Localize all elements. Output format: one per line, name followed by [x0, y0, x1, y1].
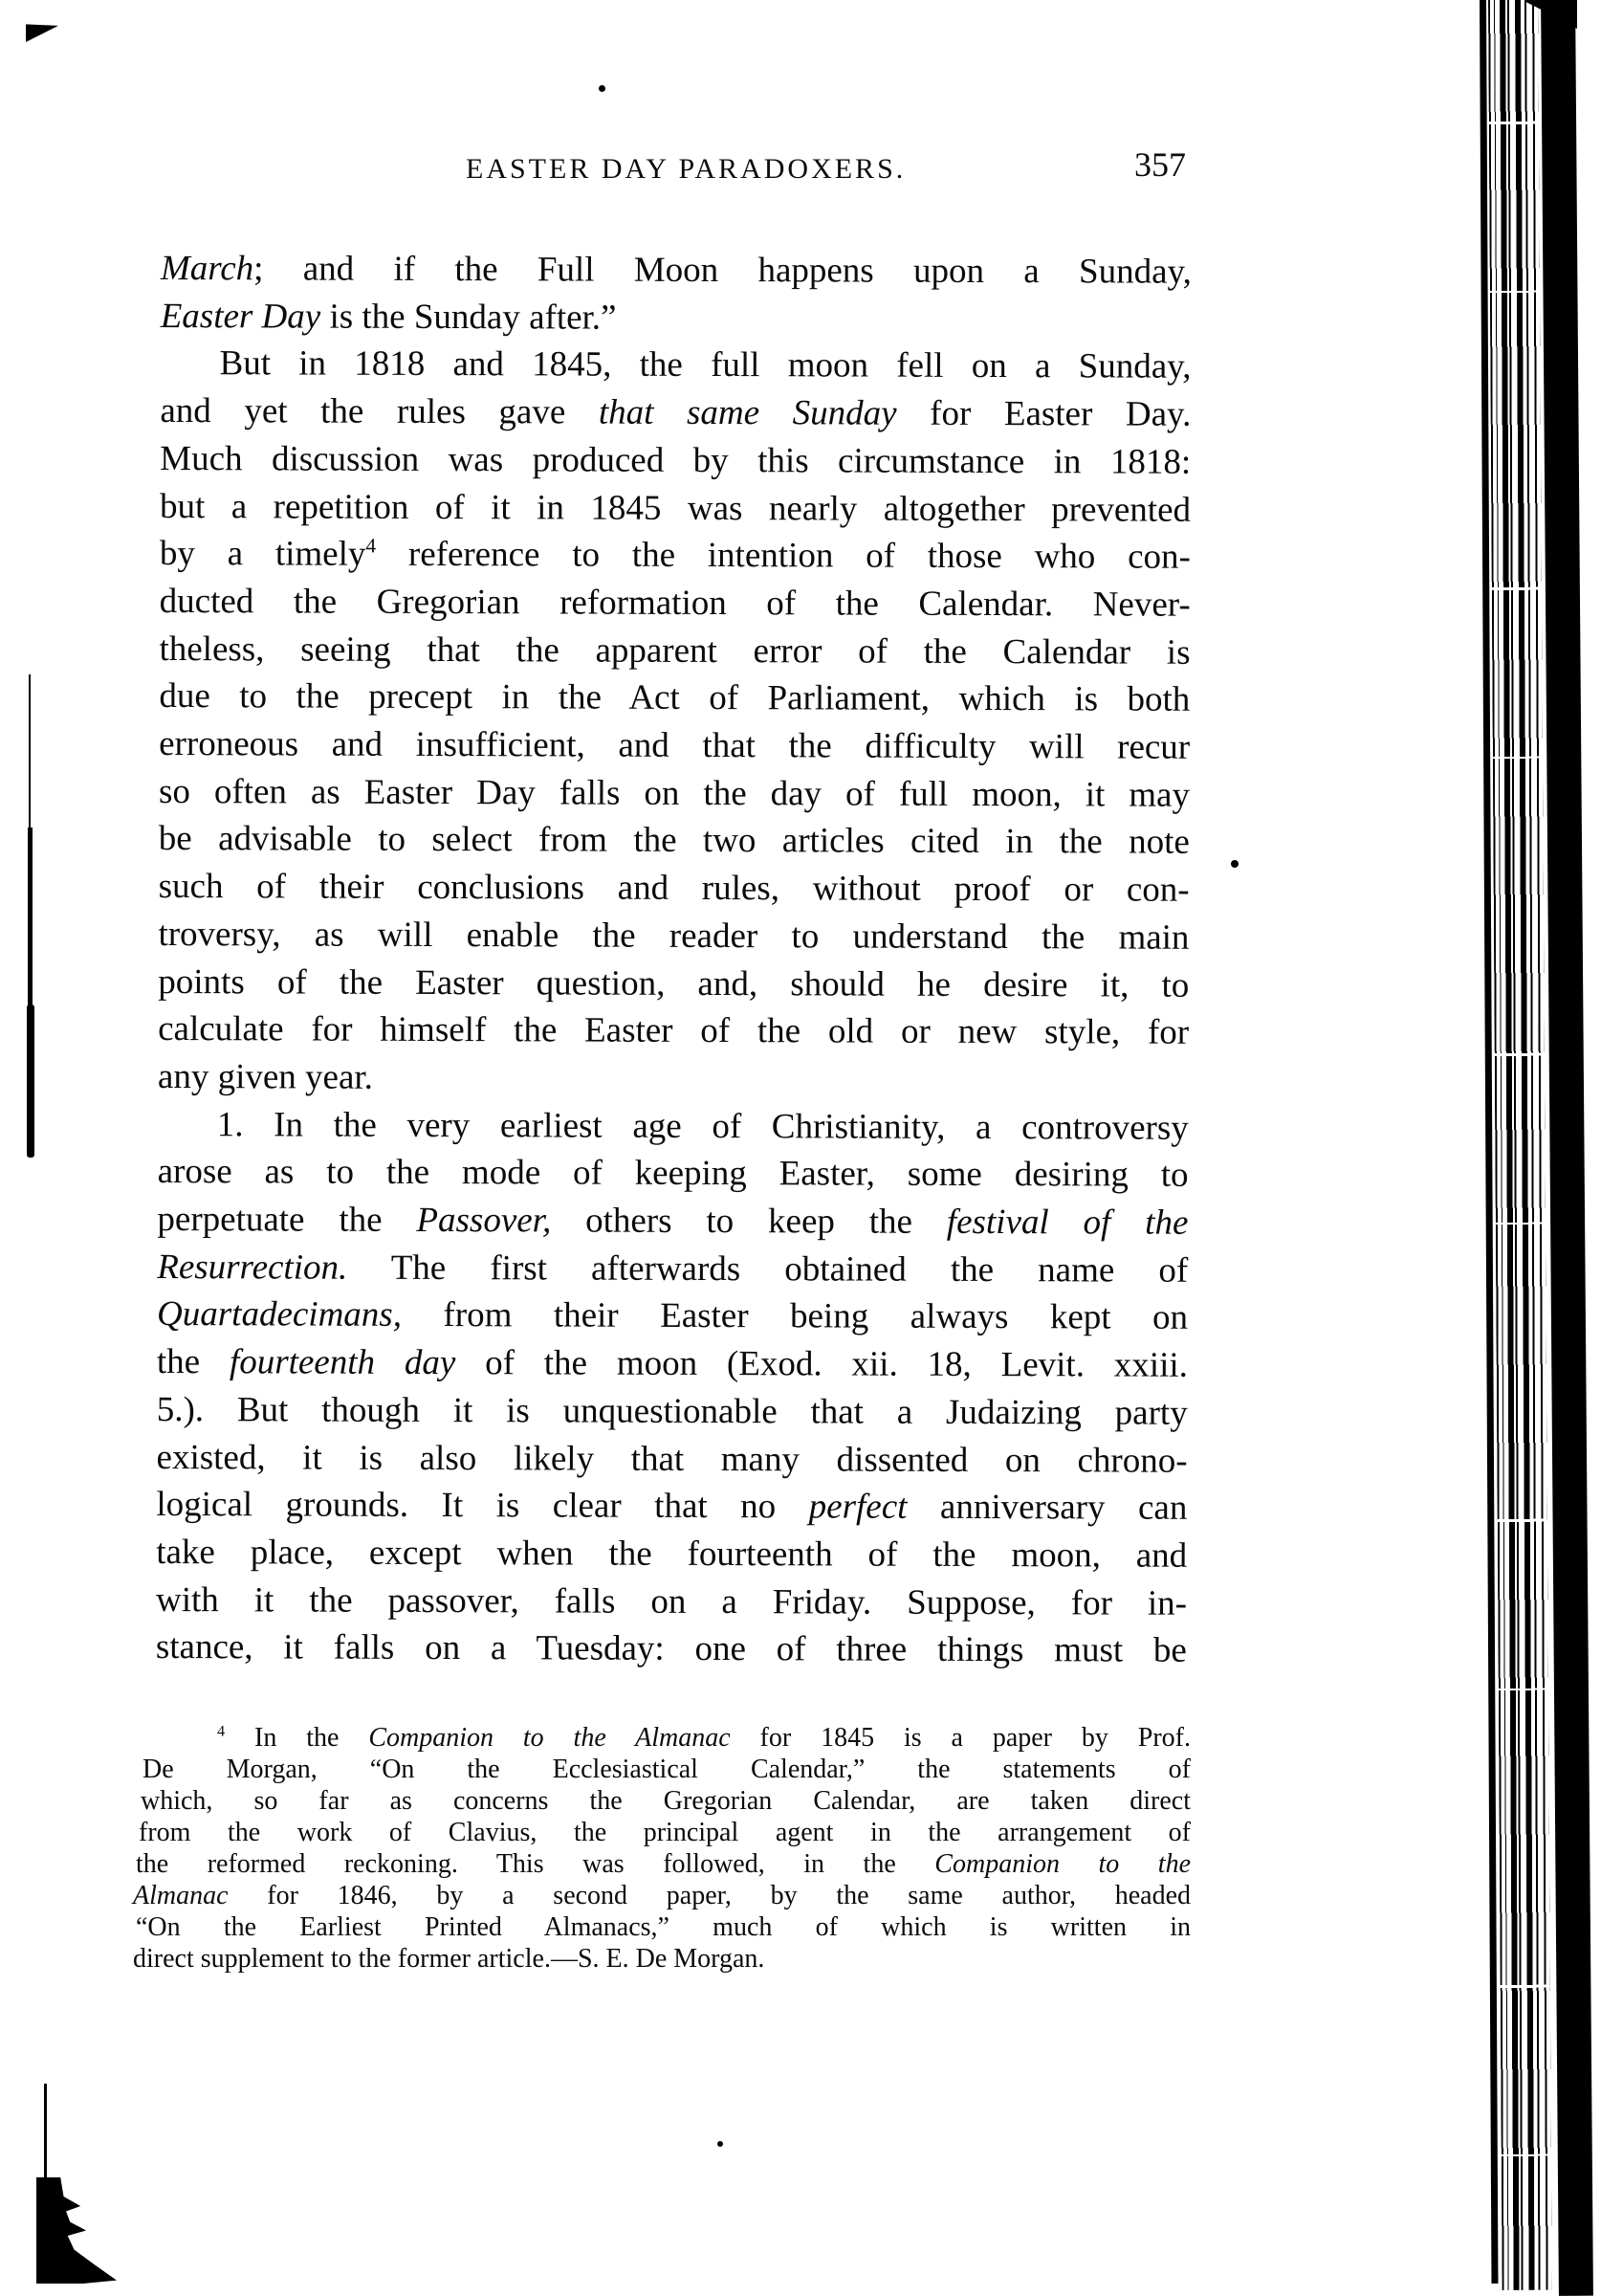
text-line: existed, it is also likely that many dissented on chrono-: [156, 1437, 1188, 1481]
text-line: erroneous and insufficient, and that the difficulty will recur: [159, 724, 1191, 767]
text-line: De Morgan, “On the Ecclesiastical Calendar,” the statements of: [143, 1755, 1191, 1784]
text-line: Resurrection. The first afterwards obtained the name of: [157, 1247, 1189, 1291]
body-text: [156, 245, 1192, 1675]
text-line: Easter Day is the Sunday after.”: [160, 296, 617, 338]
text-line: from the work of Clavius, the principal agent in the arrangement of: [139, 1818, 1191, 1847]
text-line: 1. In the very earliest age of Christianity, a controversy: [216, 1104, 1189, 1148]
text-line: ducted the Gregorian reformation of the Calendar. Never-: [159, 581, 1191, 625]
text-line: theless, seeing that the apparent error of the Calendar is: [159, 629, 1191, 673]
text-line: and yet the rules gave that same Sunday for Easter Day.: [160, 391, 1192, 434]
text-line: arose as to the mode of keeping Easter, some desiring to: [157, 1152, 1189, 1196]
text-line: Much discussion was produced by this circumstance in 1818:: [160, 438, 1192, 482]
text-line: points of the Easter question, and, should he desire it, to: [158, 961, 1190, 1005]
text-line: by a timely$^4$ reference to the intention of those who con-: [159, 534, 1191, 577]
text-line: which, so far as concerns the Gregorian Calendar, are taken direct: [141, 1786, 1191, 1816]
text-line: Almanac for 1846, by a second paper, by the same author, headed: [133, 1881, 1191, 1910]
text-line: $^4$ In the Companion to the Almanac for 1845 is a paper by Prof.: [217, 1722, 1192, 1753]
text-line: perpetuate the Passover, others to keep the festival of the: [157, 1200, 1189, 1243]
ink-dot: [599, 85, 605, 92]
footnote-text: [133, 1722, 1192, 1975]
text-line: direct supplement to the former article.—S. E. De Morgan.: [133, 1944, 765, 1974]
scan-artifact-left-margin-blob: [27, 1004, 34, 1158]
text-line: logical grounds. It is clear that no perfect anniversary can: [156, 1485, 1188, 1529]
text-line: take place, except when the fourteenth of the moon, and: [156, 1532, 1188, 1576]
text-line: but a repetition of it in 1845 was nearly altogether prevented: [159, 486, 1192, 530]
text-line: Quartadecimans, from their Easter being always kept on: [157, 1294, 1189, 1338]
scan-artifact-bottom-left-stem: [44, 2084, 47, 2182]
text-line: the reformed reckoning. This was followed, in the Companion to the: [136, 1849, 1192, 1879]
page-title: EASTER DAY PARADOXERS.: [466, 153, 907, 185]
scan-artifact-left-margin-line: [29, 674, 31, 832]
ink-dot: [717, 2141, 723, 2147]
text-line: 5.). But though it is unquestionable that a Judaizing party: [156, 1389, 1188, 1433]
text-line: But in 1818 and 1845, the full moon fell on a Sunday,: [219, 343, 1192, 387]
scan-artifact-bottom-left-blob: [36, 2177, 117, 2284]
text-line: so often as Easter Day falls on the day of full moon, it may: [158, 771, 1191, 815]
text-line: any given year.: [157, 1056, 374, 1097]
text-line: stance, it falls on a Tuesday: one of three things must be: [155, 1627, 1187, 1671]
text-line: such of their conclusions and rules, without proof or con-: [158, 867, 1190, 910]
scan-artifact-top-left-corner: [26, 24, 58, 42]
text-line: with it the passover, falls on a Friday. Suppose, for in-: [155, 1579, 1188, 1623]
text-line: “On the Earliest Printed Almanacs,” much of which is written in: [136, 1912, 1191, 1942]
text-line: March; and if the Full Moon happens upon a Sunday,: [160, 248, 1192, 292]
scan-artifact-left-margin-line: [28, 828, 33, 1009]
ink-dot: [1231, 860, 1239, 868]
text-line: be advisable to select from the two articles cited in the note: [158, 819, 1190, 863]
text-line: the fourteenth day of the moon (Exod. xii. 18, Levit. xxiii.: [156, 1342, 1188, 1385]
text-line: due to the precept in the Act of Parliament, which is both: [159, 676, 1191, 720]
page-number: 357: [1134, 145, 1186, 184]
scan-artifact-right-band-stripes: [1488, 0, 1552, 2290]
text-line: calculate for himself the Easter of the old or new style, for: [158, 1009, 1190, 1053]
text-line: troversy, as will enable the reader to understand the main: [158, 914, 1190, 958]
